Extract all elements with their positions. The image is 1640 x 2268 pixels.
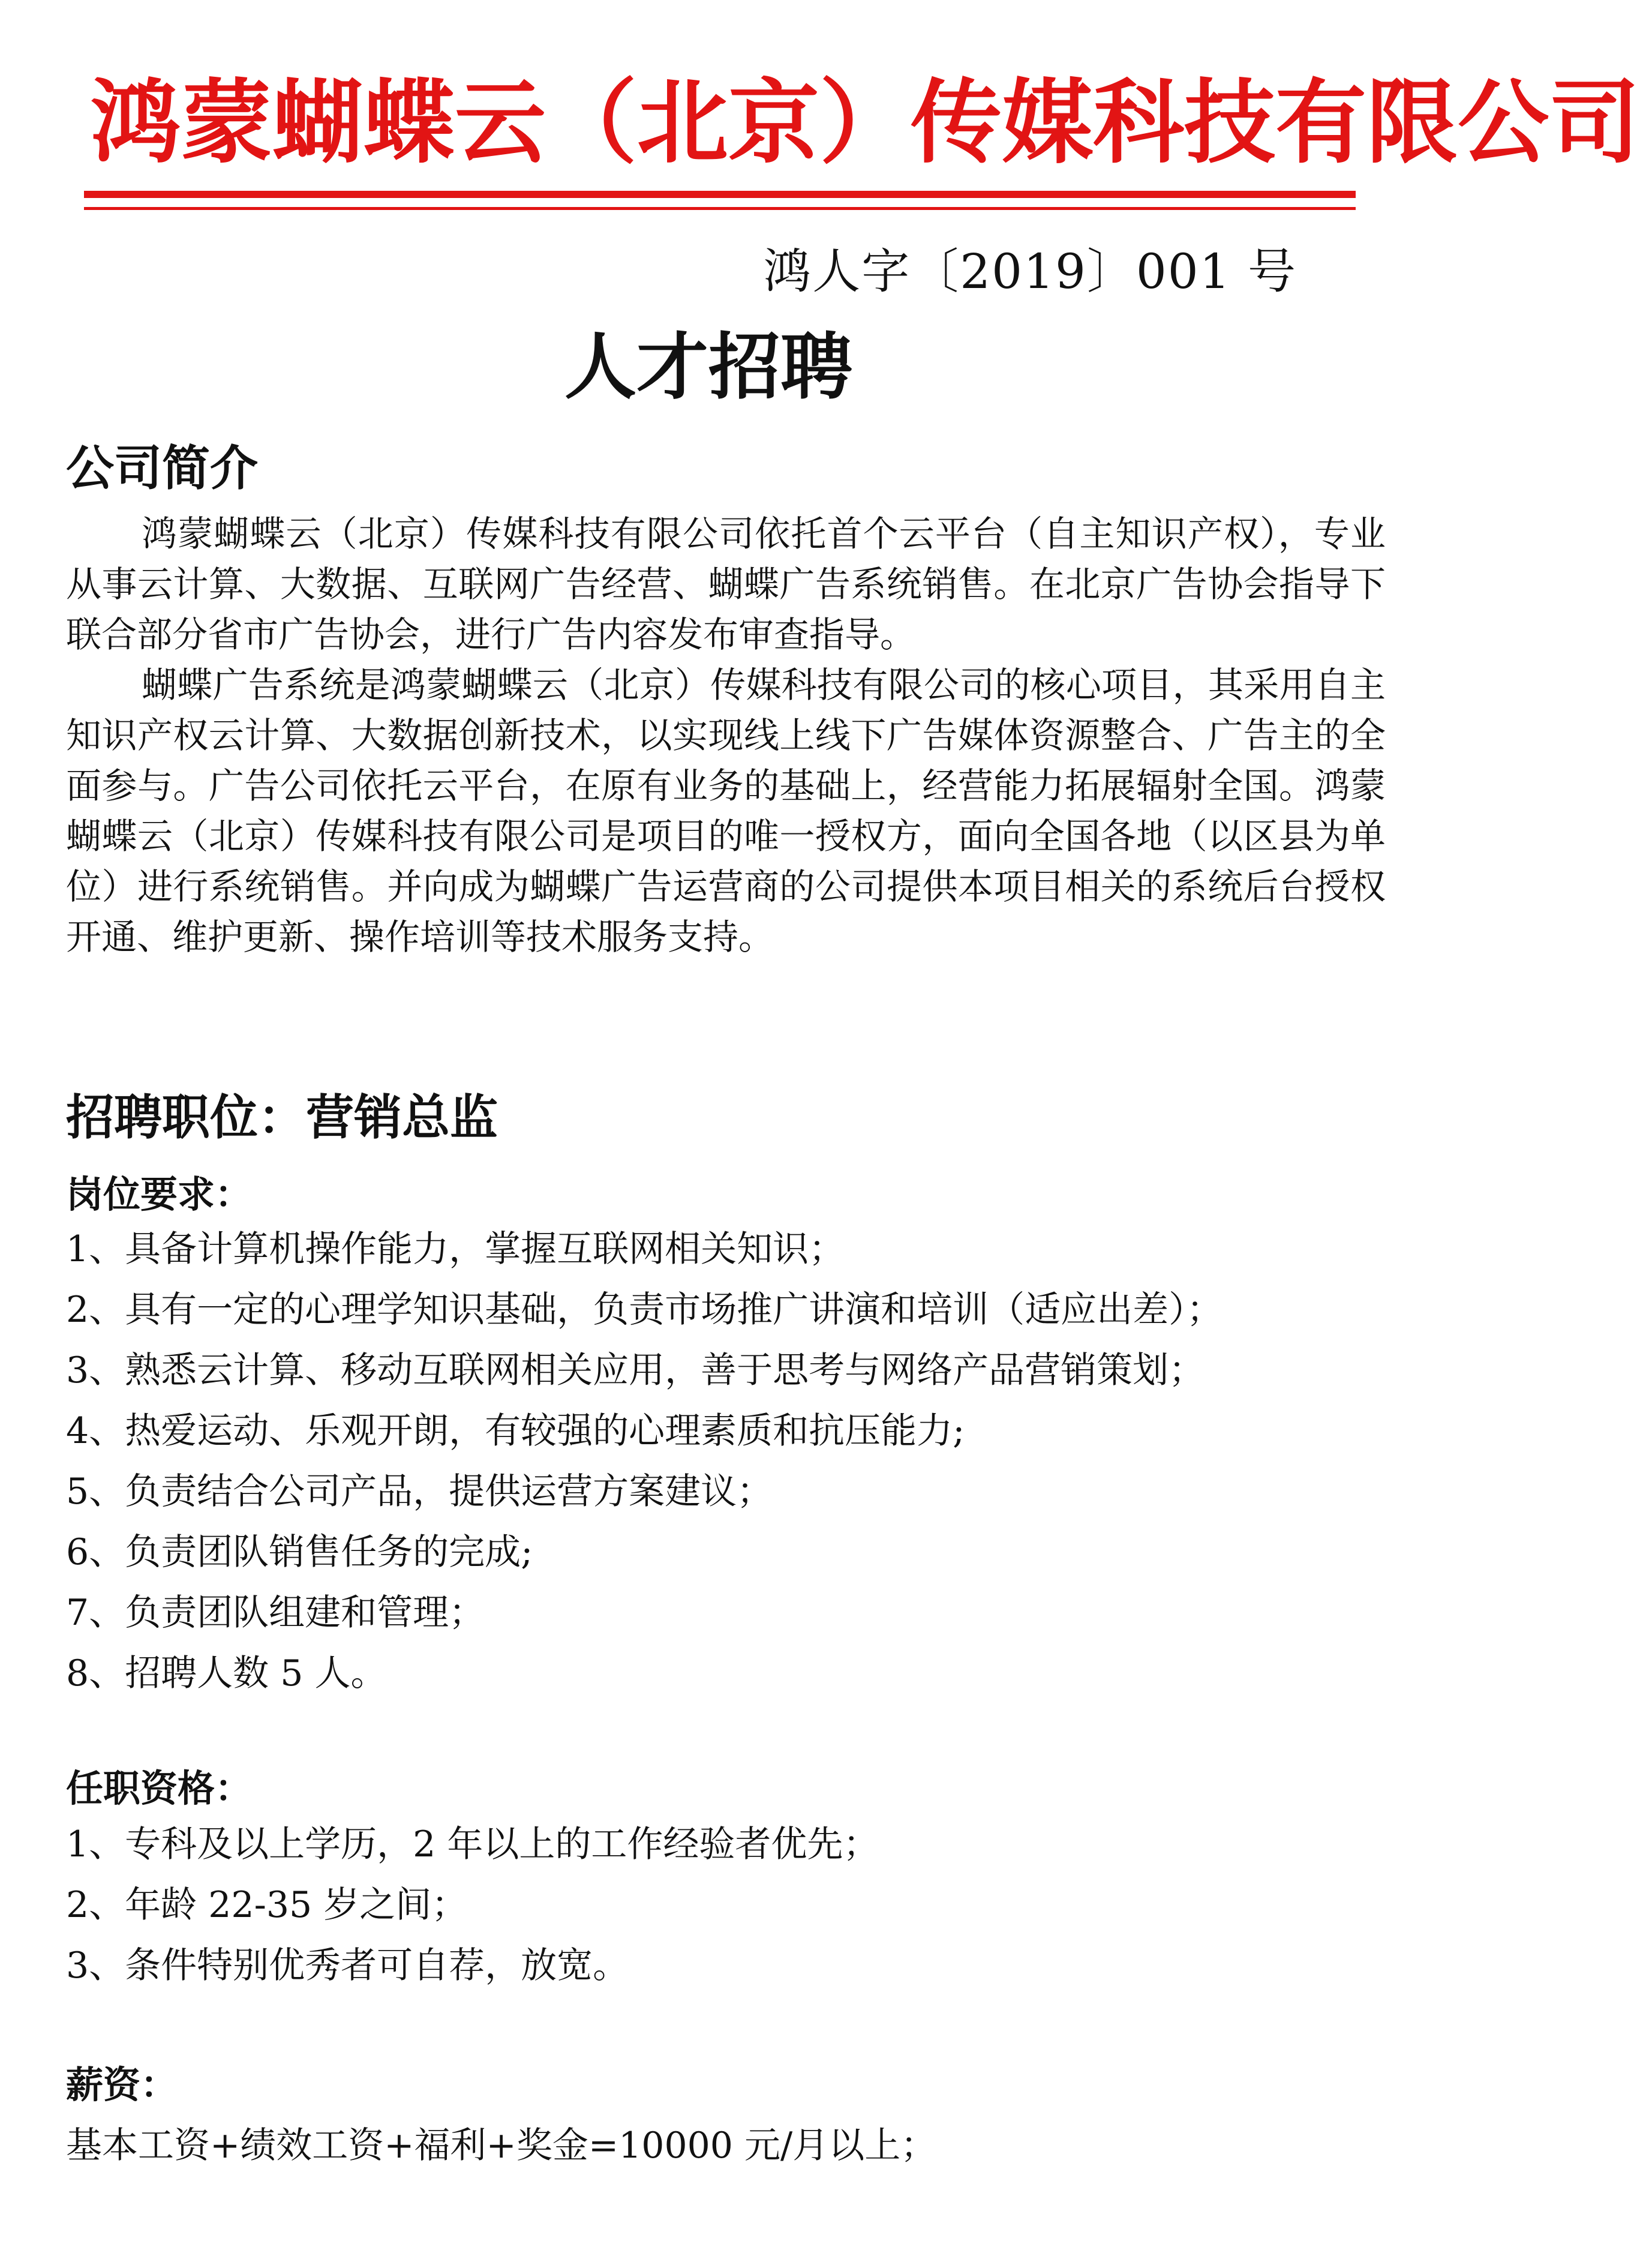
list-item: 8、招聘人数 5 人。	[66, 1652, 387, 1694]
document-number: 鸿人字〔2019〕001 号	[763, 244, 1297, 299]
requirements-heading: 岗位要求：	[66, 1172, 253, 1216]
intro-paragraph: 鸿蒙蝴蝶云（北京）传媒科技有限公司依托首个云平台（自主知识产权），专业从事云计算、大数据、互联网广告经营、蝴蝶广告系统销售。在北京广告协会指导下联合部分省市广告协会，进行广告内容发布审查指导。	[66, 513, 1386, 655]
company-letterhead-title: 鸿蒙蝴蝶云（北京）传媒科技有限公司	[90, 70, 1640, 176]
salary-text: 基本工资+绩效工资+福利+奖金=10000 元/月以上；	[66, 2125, 937, 2167]
qualifications-list	[66, 1814, 1386, 1996]
position-heading: 招聘职位：营销总监	[66, 1090, 498, 1145]
company-intro-body	[66, 509, 1386, 962]
list-item: 6、负责团队销售任务的完成;	[66, 1531, 533, 1573]
page-title: 人才招聘	[564, 326, 852, 409]
company-intro-heading: 公司简介	[66, 440, 258, 496]
letterhead-thin-rule	[84, 207, 1356, 210]
list-item: 7、负责团队组建和管理；	[66, 1592, 485, 1634]
list-item: 2、年龄 22-35 岁之间；	[66, 1884, 468, 1926]
list-item: 3、熟悉云计算、移动互联网相关应用，善于思考与网络产品营销策划；	[66, 1349, 1205, 1391]
salary-heading: 薪资：	[66, 2063, 178, 2107]
list-item: 1、专科及以上学历，2 年以上的工作经验者优先；	[66, 1823, 879, 1865]
requirements-list	[66, 1219, 1386, 1704]
intro-paragraph: 蝴蝶广告系统是鸿蒙蝴蝶云（北京）传媒科技有限公司的核心项目，其采用自主知识产权云计算、大数据创新技术，以实现线上线下广告媒体资源整合、广告主的全面参与。广告公司依托云平台，在原有业务的基础上，经营能力拓展辐射全国。鸿蒙蝴蝶云（北京）传媒科技有限公司是项目的唯一授权方，面向全国各地（以区县为单位）进行系统销售。并向成为蝴蝶广告运营商的公司提供本项目相关的系统后台授权开通、维护更新、操作培训等技术服务支持。	[66, 664, 1386, 958]
list-item: 1、具备计算机操作能力，掌握互联网相关知识；	[66, 1228, 845, 1270]
list-item: 2、具有一定的心理学知识基础，负责市场推广讲演和培训（适应出差）；	[66, 1289, 1223, 1331]
list-item: 5、负责结合公司产品，提供运营方案建议；	[66, 1471, 773, 1513]
qualifications-heading: 任职资格：	[66, 1766, 253, 1810]
list-item: 4、热爱运动、乐观开朗，有较强的心理素质和抗压能力;	[66, 1410, 965, 1452]
list-item: 3、条件特别优秀者可自荐，放宽。	[66, 1945, 629, 1987]
letterhead-thick-rule	[84, 191, 1356, 198]
